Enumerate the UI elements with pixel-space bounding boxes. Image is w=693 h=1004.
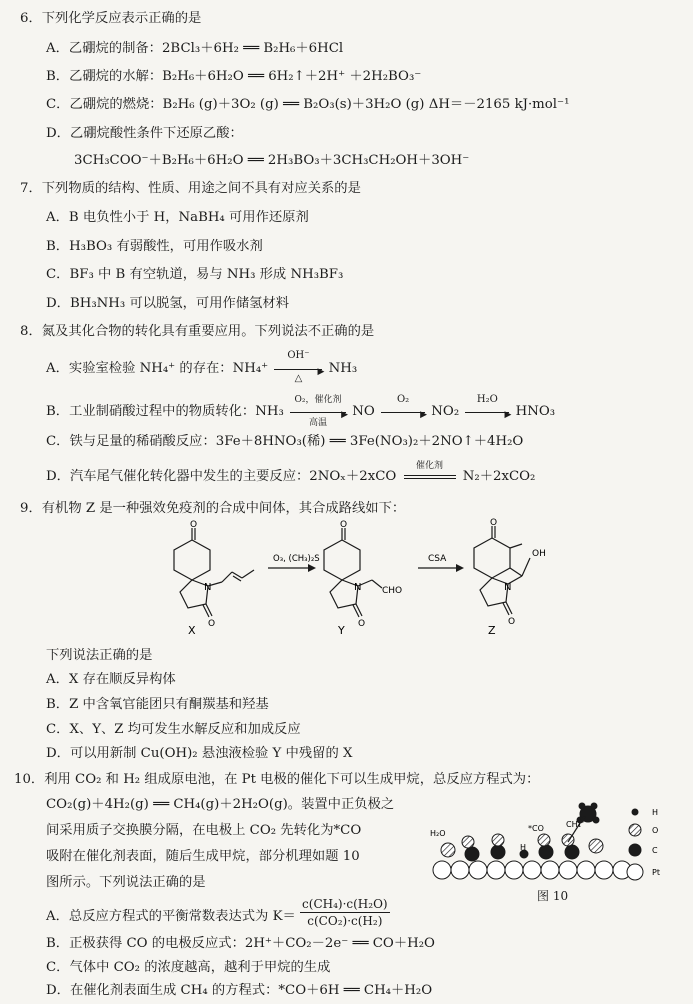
q8-b-arrow-1: O₂，催化剂 ▶ 高温 xyxy=(288,403,348,421)
q9-option-c: C．X、Y、Z 均可发生水解反应和加成反应 xyxy=(46,722,301,737)
x-nitrogen: N xyxy=(204,582,212,593)
y-ketone-o: O xyxy=(340,520,348,530)
q10-stem-line3: 间采用质子交换膜分隔，在电极上 CO₂ 先转化为*CO xyxy=(46,823,362,838)
q8-a-arrow: OH⁻ ▶ △ xyxy=(272,360,324,378)
q10-a-denominator: c(CO₂)·c(H₂) xyxy=(307,914,383,928)
q10-a-numerator: c(CH₄)·c(H₂O) xyxy=(302,897,388,911)
q6-stem: 6．下列化学反应表示正确的是 xyxy=(20,11,202,26)
q8-b-arrow2-top: O₂ xyxy=(396,394,410,405)
fig-label-h: H xyxy=(520,843,527,852)
q8-b-no: NO xyxy=(352,404,375,419)
legend-o: O xyxy=(652,826,659,835)
y-aldehyde: CHO xyxy=(382,586,403,596)
q8-stem: 8．氮及其化合物的转化具有重要应用。下列说法不正确的是 xyxy=(20,324,375,339)
q10-option-c: C．气体中 CO₂ 的浓度越高，越利于甲烷的生成 xyxy=(46,960,331,975)
x-lactam-o: O xyxy=(208,619,216,629)
y-lactam-o: O xyxy=(358,619,366,629)
z-hydroxyl: OH xyxy=(532,549,546,559)
label-z: Z xyxy=(488,624,496,637)
q8-b-product: HNO₃ xyxy=(515,404,556,419)
figure-10-caption: 图 10 xyxy=(537,889,569,903)
q10-stem-line4: 吸附在催化剂表面，随后生成甲烷，部分机理如题 10 xyxy=(46,849,360,864)
q7-stem: 7．下列物质的结构、性质、用途之间不具有对应关系的是 xyxy=(20,181,361,196)
y-nitrogen: N xyxy=(354,582,362,593)
q8-d-equals-top: 催化剂 xyxy=(415,461,443,471)
q8-option-a xyxy=(46,350,358,384)
fig-label-ch4: CH₄ xyxy=(566,820,581,829)
legend-pt: Pt xyxy=(652,868,660,877)
q8-d-equals xyxy=(401,461,459,486)
q8-b-arrow3-top: H₂O xyxy=(476,394,498,405)
q8-d-product: N₂＋2xCO₂ xyxy=(462,469,536,484)
q7-option-d: D．BH₃NH₃ 可以脱氢，可用作储氢材料 xyxy=(46,296,290,311)
q8-b-arrow1-bottom: 高温 xyxy=(309,418,328,428)
q8-option-d xyxy=(46,461,536,486)
q9-option-d: D．可以用新制 Cu(OH)₂ 悬浊液检验 Y 中残留的 X xyxy=(46,746,353,761)
adsorbed-species xyxy=(441,803,603,861)
q9-stem: 9．有机物 Z 是一种强效免疫剂的合成中间体，其合成路线如下： xyxy=(20,501,406,516)
fig-label-co: *CO xyxy=(528,824,544,833)
q9-option-a: A．X 存在顺反异构体 xyxy=(46,672,176,687)
legend-h: H xyxy=(652,808,659,817)
q6-option-c: C．乙硼烷的燃烧：B₂H₆ (g)＋3O₂ (g) ══ B₂O₃(s)＋3H₂O (g) ΔH＝－2165 kJ·mol⁻¹ xyxy=(46,97,570,112)
q8-option-c: C．铁与足量的稀硝酸反应：3Fe＋8HNO₃(稀) ══ 3Fe(NO₃)₂＋2NO↑＋4H₂O xyxy=(46,434,524,449)
q8-a-prefix: A．实验室检验 NH₄⁺ 的存在：NH₄⁺ xyxy=(46,361,269,376)
label-y: Y xyxy=(338,624,345,637)
q9-synthesis-scheme xyxy=(150,518,600,640)
z-ketone-o: O xyxy=(490,518,498,528)
z-nitrogen: N xyxy=(504,582,512,593)
pt-surface xyxy=(433,861,631,879)
q6-option-a: A．乙硼烷的制备：2BCl₃＋6H₂ ══ B₂H₆＋6HCl xyxy=(46,41,344,56)
x-ketone-o: O xyxy=(190,520,198,530)
q8-b-arrow1-top: O₂，催化剂 xyxy=(294,395,342,405)
q6-option-b: B．乙硼烷的水解：B₂H₆＋6H₂O ══ 6H₂↑＋2H⁺ ＋2H₂BO₃⁻ xyxy=(46,69,422,84)
q7-option-b: B．H₃BO₃ 有弱酸性，可用作吸水剂 xyxy=(46,239,263,254)
legend xyxy=(627,809,643,880)
q8-b-no2: NO₂ xyxy=(431,404,460,419)
q10-stem-line2: CO₂(g)＋4H₂(g) ══ CH₄(g)＋2H₂O(g)。装置中正负极之 xyxy=(46,797,395,812)
q10-a-fraction xyxy=(300,896,390,929)
q7-option-c: C．BF₃ 中 B 有空轨道，易与 NH₃ 形成 NH₃BF₃ xyxy=(46,267,344,282)
q9-sub-stem: 下列说法正确的是 xyxy=(46,648,153,663)
legend-c: C xyxy=(652,846,658,855)
q6-option-d-equation: 3CH₃COO⁻＋B₂H₆＋6H₂O ══ 2H₃BO₃＋3CH₃CH₂OH＋3OH⁻ xyxy=(74,153,470,168)
q10-option-d: D．在催化剂表面生成 CH₄ 的方程式：*CO＋6H ══ CH₄＋H₂O xyxy=(46,983,433,998)
q8-a-arrow-top: OH⁻ xyxy=(287,350,310,361)
q8-a-arrow-bottom: △ xyxy=(294,373,303,384)
q8-b-prefix: B．工业制硝酸过程中的物质转化：NH₃ xyxy=(46,404,284,419)
z-lactam-o: O xyxy=(508,617,516,627)
q8-b-arrow-3: H₂O ▶ xyxy=(463,403,511,421)
label-x: X xyxy=(188,624,196,637)
q8-d-prefix: D．汽车尾气催化转化器中发生的主要反应：2NOₓ＋2xCO xyxy=(46,469,397,484)
q10-option-a xyxy=(46,897,390,929)
q8-option-b xyxy=(46,394,556,428)
q10-a-prefix: A．总反应方程式的平衡常数表达式为 K＝ xyxy=(46,909,296,924)
q10-stem-line5: 图所示。下列说法正确的是 xyxy=(46,875,206,890)
q7-option-a: A．B 电负性小于 H，NaBH₄ 可用作还原剂 xyxy=(46,210,309,225)
q8-b-arrow-2: O₂ ▶ xyxy=(379,403,427,421)
q10-option-b: B．正极获得 CO 的电极反应式：2H⁺＋CO₂－2e⁻ ══ CO＋H₂O xyxy=(46,936,435,951)
fig-label-h2o: H₂O xyxy=(430,829,446,838)
q8-a-product: NH₃ xyxy=(328,361,358,376)
reagent-csa: CSA xyxy=(428,554,447,564)
reagent-ozone: O₃, (CH₃)₂S xyxy=(273,554,320,564)
q6-option-d: D．乙硼烷酸性条件下还原乙酸： xyxy=(46,126,243,141)
q9-option-b: B．Z 中含氧官能团只有酮羰基和羟基 xyxy=(46,697,269,712)
q10-stem-line1: 10．利用 CO₂ 和 H₂ 组成原电池，在 Pt 电极的催化下可以生成甲烷，总反应方程式为： xyxy=(14,772,540,787)
